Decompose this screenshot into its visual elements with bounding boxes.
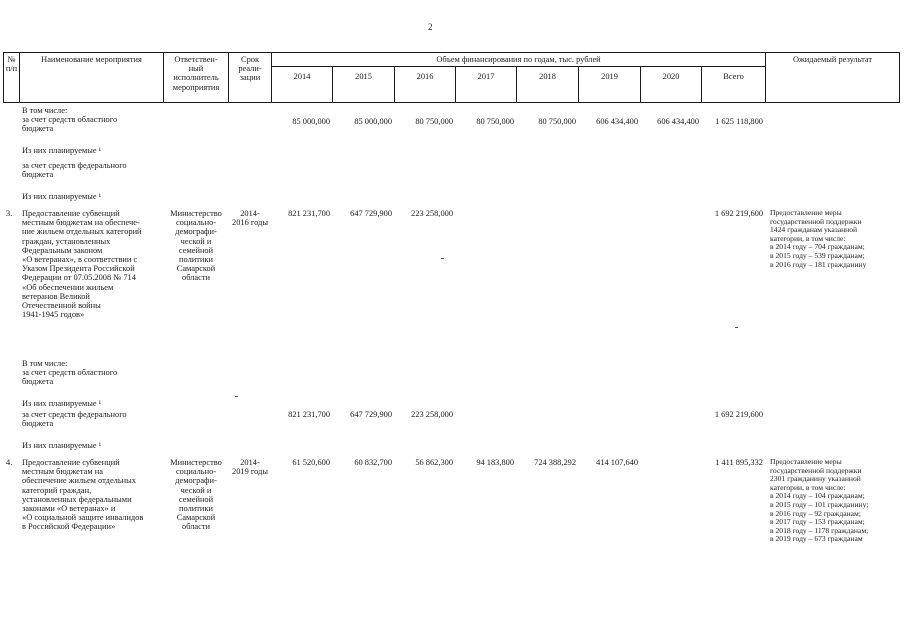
row3-planned-1: Из них планируемые ¹: [22, 399, 102, 408]
block1-regional-2019: 606 434,400: [596, 117, 638, 126]
row4-2014: 61 520,600: [292, 458, 330, 467]
header-year-2016: 2016: [416, 72, 434, 81]
row4-2015: 60 832,700: [354, 458, 392, 467]
col-rule-13: [899, 52, 900, 103]
row3-number: 3.: [6, 209, 13, 218]
header-year-2017: 2017: [477, 72, 495, 81]
block1-planned-1: Из них планируемые ¹: [22, 146, 102, 155]
row3-2014: 821 231,700: [288, 209, 330, 218]
header-year-2014: 2014: [293, 72, 311, 81]
header-number: № п/п: [5, 55, 18, 74]
header-total: Всего: [723, 72, 744, 81]
block1-planned-2: Из них планируемые ¹: [22, 192, 102, 201]
block1-regional-2015: 85 000,000: [354, 117, 392, 126]
header-year-2015: 2015: [355, 72, 372, 81]
row3-federal-2016: 223 258,000: [411, 410, 453, 419]
block1-regional-2016: 80 750,000: [415, 117, 453, 126]
header-term: Срок реали- зации: [238, 55, 262, 83]
row4-name: Предоставление субвенций местным бюджетам на обеспечение жильем отдельных категорий граждан, установленных федеральными законами «О ветеранах» и «О социальной защите инвалидов в Российской Федерации»: [22, 458, 144, 532]
block1-regional-2020: 606 434,400: [657, 117, 699, 126]
row3-federal-2015: 647 729,900: [350, 410, 392, 419]
row3-total: 1 692 219,600: [714, 209, 763, 218]
header-year-2020: 2020: [662, 72, 680, 81]
row4-number: 4.: [6, 458, 13, 467]
row3-including-regional: В том числе: за счет средств областного бюджета: [22, 359, 118, 387]
header-name: Наименование мероприятия: [41, 55, 142, 64]
block1-federal: за счет средств федерального бюджета: [22, 161, 127, 180]
row3-term: 2014- 2016 годы: [232, 209, 268, 228]
scan-speck: [735, 327, 738, 328]
row4-2018: 724 388,292: [534, 458, 576, 467]
block1-regional-2014: 85 000,000: [292, 117, 330, 126]
row3-name: Предоставление субвенций местным бюджетам на обеспече- ние жильем отдельных категорий граждан, установленных Федеральным законом «О ветеранах», в соответствии с Указом Президента Российской Федерации от 07.05.2008 № 714 «Об обеспечении жильем ветеранов Великой Отечественной войны 1941-1945 годов»: [22, 209, 142, 320]
row4-2019: 414 107,640: [596, 458, 638, 467]
row3-responsible: Министерство социально- демографи- ческой и семейной политики Самарской области: [170, 209, 222, 283]
header-result: Ожидаемый результат: [792, 55, 873, 64]
block1-regional-2017: 80 750,000: [476, 117, 514, 126]
row4-term: 2014- 2019 годы: [232, 458, 268, 477]
row3-result: Предоставление меры государственной поддержки 1424 гражданам указанной категории, в том числе: в 2014 году – 704 гражданам; в 2015 году – 539 гражданам; в 2016 году – 181 гражданину: [770, 208, 867, 269]
row3-2015: 647 729,900: [350, 209, 392, 218]
row3-federal-total: 1 692 219,600: [714, 410, 763, 419]
header-responsible: Ответствен- ный исполнитель мероприятия: [172, 55, 220, 92]
header-year-2018: 2018: [539, 72, 556, 81]
row3-2016: 223 258,000: [411, 209, 453, 218]
years-header-rule: [272, 66, 765, 67]
header-year-2019: 2019: [601, 72, 618, 81]
block1-regional-2018: 80 750,000: [538, 117, 576, 126]
page-number: 2: [428, 22, 433, 32]
row3-planned-2: Из них планируемые ¹: [22, 441, 102, 450]
row3-federal-2014: 821 231,700: [288, 410, 330, 419]
row4-result: Предоставление меры государственной поддержки 2301 гражданину указанной категории, в том числе: в 2014 году – 104 гражданам; в 2015 году – 101 гражданину; в 2016 году – 92 гражданам; в 2017 году – 153 гражданам; в 2018 году – 1178 гражданам; в 2019 году – 673 гражданам: [770, 457, 869, 544]
row4-2017: 94 183,800: [476, 458, 514, 467]
row4-total: 1 411 895,332: [715, 458, 763, 467]
row4-2016: 56 862,300: [415, 458, 453, 467]
row4-responsible: Министерство социально- демографи- ческой и семейной политики Самарской области: [170, 458, 222, 532]
scan-speck: [235, 396, 238, 397]
header-funding: Объем финансирования по годам, тыс. рублей: [436, 55, 601, 64]
block1-regional-total: 1 625 118,800: [715, 117, 763, 126]
block1-including-regional: В том числе: за счет средств областного бюджета: [22, 106, 118, 134]
row3-federal: за счет средств федерального бюджета: [22, 410, 127, 429]
scan-speck: [441, 258, 444, 259]
